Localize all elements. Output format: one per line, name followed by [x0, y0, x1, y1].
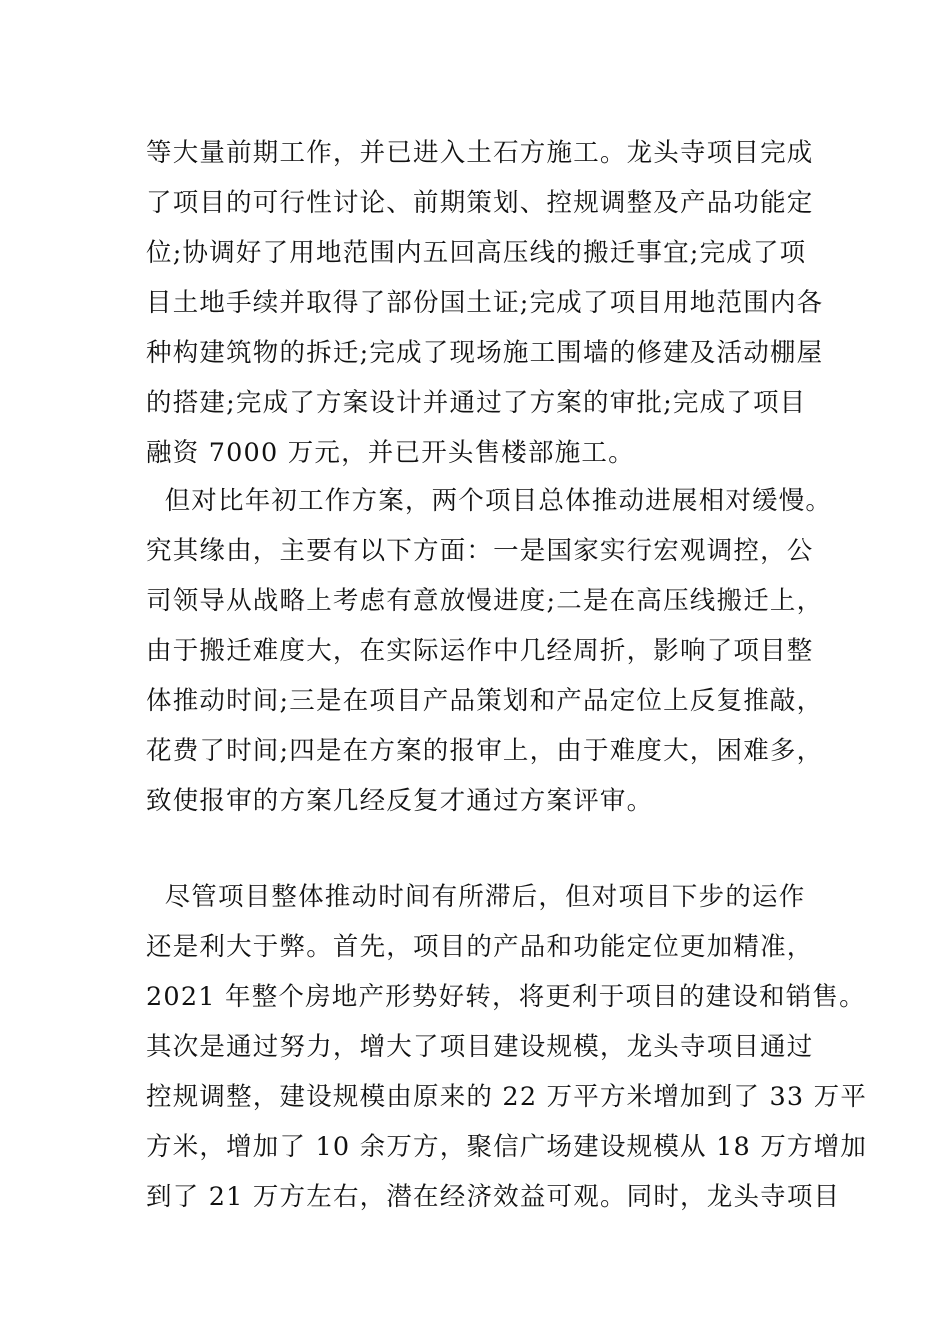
- text-line: 位;协调好了用地范围内五回高压线的搬迁事宜;完成了项: [146, 238, 807, 268]
- text-line: 方米，增加了 10 余万方，聚信广场建设规模从 18 万方增加: [146, 1132, 868, 1162]
- text-line: 等大量前期工作，并已进入土石方施工。龙头寺项目完成: [146, 138, 814, 168]
- paragraph-benefits: [146, 872, 868, 1222]
- text-line: 了项目的可行性讨论、前期策划、控规调整及产品功能定: [146, 188, 814, 218]
- text-line: 2021 年整个房地产形势好转，将更利于项目的建设和销售。: [146, 982, 866, 1012]
- text-line: 目土地手续并取得了部份国土证;完成了项目用地范围内各: [146, 288, 824, 318]
- text-line: 还是利大于弊。首先，项目的产品和功能定位更加精准，: [146, 932, 814, 962]
- text-line: 司领导从战略上考虑有意放慢进度;二是在高压线搬迁上，: [146, 586, 824, 616]
- text-line: 种构建筑物的拆迁;完成了现场施工围墙的修建及活动棚屋: [146, 338, 824, 368]
- text-line: 但对比年初工作方案，两个项目总体推动进展相对缓慢。: [146, 486, 833, 516]
- paragraph-project-progress: [146, 128, 846, 478]
- text-line: 致使报审的方案几经反复才通过方案评审。: [146, 786, 654, 816]
- text-line: 的搭建;完成了方案设计并通过了方案的审批;完成了项目: [146, 388, 807, 418]
- text-line: 花费了时间;四是在方案的报审上，由于难度大，困难多，: [146, 736, 824, 766]
- text-line: 体推动时间;三是在项目产品策划和产品定位上反复推敲，: [146, 686, 824, 716]
- text-line: 其次是通过努力，增大了项目建设规模，龙头寺项目通过: [146, 1032, 814, 1062]
- paragraph-delay-reasons: [146, 476, 846, 826]
- text-line: 控规调整，建设规模由原来的 22 万平方米增加到了 33 万平: [146, 1082, 868, 1112]
- text-line: 究其缘由，主要有以下方面：一是国家实行宏观调控，公: [146, 536, 814, 566]
- text-line: 尽管项目整体推动时间有所滞后，但对项目下步的运作: [146, 882, 806, 912]
- text-line: 到了 21 万方左右，潜在经济效益可观。同时，龙头寺项目: [146, 1182, 841, 1212]
- text-line: 由于搬迁难度大，在实际运作中几经周折，影响了项目整: [146, 636, 814, 666]
- text-line: 融资 7000 万元，并已开头售楼部施工。: [146, 438, 635, 468]
